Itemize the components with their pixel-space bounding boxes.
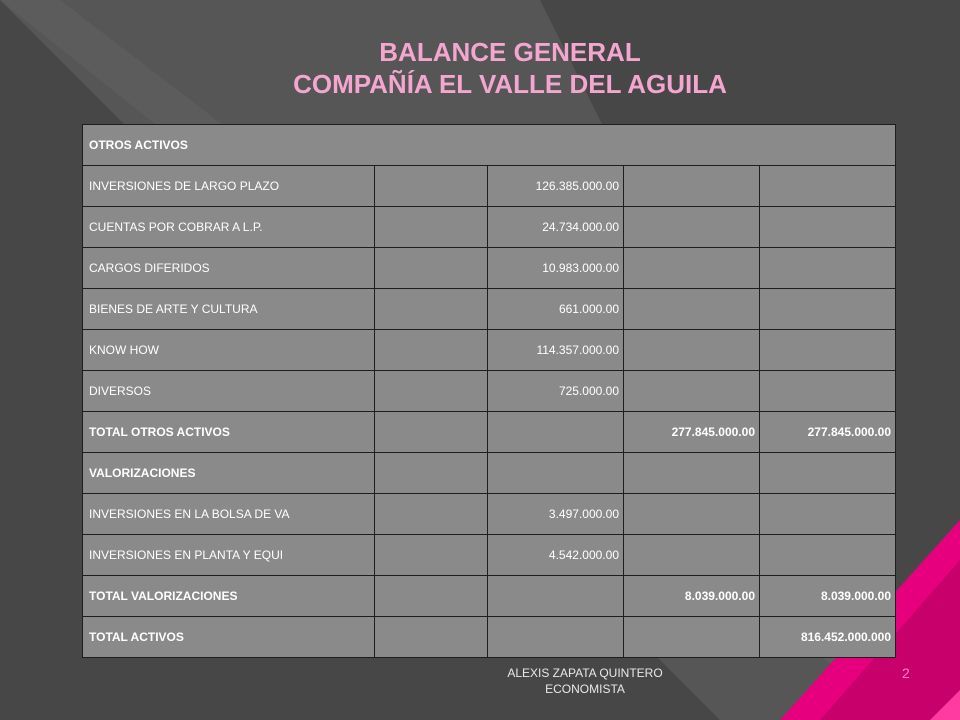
amount-cell: 4.542.000.00 <box>488 535 624 576</box>
amount-cell <box>624 166 760 207</box>
amount-cell <box>488 453 624 494</box>
table-row <box>83 207 896 248</box>
table-row <box>83 371 896 412</box>
amount-cell <box>624 289 760 330</box>
amount-cell <box>760 207 896 248</box>
row-label-cell: INVERSIONES EN LA BOLSA DE VA <box>83 494 375 535</box>
amount-cell: 725.000.00 <box>488 371 624 412</box>
page-number: 2 <box>902 665 910 681</box>
row-label-cell: INVERSIONES EN PLANTA Y EQUI <box>83 535 375 576</box>
row-label-cell: TOTAL VALORIZACIONES <box>83 576 375 617</box>
amount-cell <box>624 535 760 576</box>
amount-cell: 3.497.000.00 <box>488 494 624 535</box>
amount-cell <box>760 453 896 494</box>
row-label-cell: INVERSIONES DE LARGO PLAZO <box>83 166 375 207</box>
amount-cell: 10.983.000.00 <box>488 248 624 289</box>
title-line-2: COMPAÑÍA EL VALLE DEL AGUILA <box>293 69 727 99</box>
row-label-cell: TOTAL ACTIVOS <box>83 617 375 658</box>
slide-title <box>200 36 820 100</box>
amount-cell <box>624 330 760 371</box>
amount-cell <box>375 330 488 371</box>
amount-cell <box>375 576 488 617</box>
row-label-cell: BIENES DE ARTE Y CULTURA <box>83 289 375 330</box>
amount-cell: 661.000.00 <box>488 289 624 330</box>
row-label-cell: DIVERSOS <box>83 371 375 412</box>
amount-cell: 126.385.000.00 <box>488 166 624 207</box>
amount-cell <box>760 248 896 289</box>
table-row <box>83 330 896 371</box>
amount-cell <box>760 535 896 576</box>
author-title: ECONOMISTA <box>545 682 625 696</box>
table-row <box>83 125 896 166</box>
amount-cell <box>760 289 896 330</box>
balance-table <box>82 124 896 658</box>
author-name: ALEXIS ZAPATA QUINTERO <box>507 666 663 680</box>
row-label-cell: VALORIZACIONES <box>83 453 375 494</box>
amount-cell <box>760 166 896 207</box>
amount-cell <box>624 207 760 248</box>
table-row <box>83 494 896 535</box>
row-label-cell: TOTAL OTROS ACTIVOS <box>83 412 375 453</box>
table-row <box>83 248 896 289</box>
table-row <box>83 412 896 453</box>
table-row <box>83 453 896 494</box>
table-row <box>83 166 896 207</box>
amount-cell <box>624 371 760 412</box>
amount-cell <box>624 453 760 494</box>
row-label-cell: KNOW HOW <box>83 330 375 371</box>
title-line-1: BALANCE GENERAL <box>379 37 641 67</box>
section-header-cell: OTROS ACTIVOS <box>83 125 896 166</box>
amount-cell <box>760 371 896 412</box>
amount-cell <box>488 412 624 453</box>
table-row <box>83 289 896 330</box>
table-row <box>83 576 896 617</box>
amount-cell: 277.845.000.00 <box>760 412 896 453</box>
amount-cell <box>760 494 896 535</box>
amount-cell <box>488 576 624 617</box>
amount-cell <box>375 248 488 289</box>
amount-cell: 114.357.000.00 <box>488 330 624 371</box>
amount-cell <box>624 248 760 289</box>
amount-cell <box>375 494 488 535</box>
amount-cell: 24.734.000.00 <box>488 207 624 248</box>
amount-cell <box>375 289 488 330</box>
row-label-cell: CUENTAS POR COBRAR A L.P. <box>83 207 375 248</box>
amount-cell <box>375 535 488 576</box>
amount-cell <box>488 617 624 658</box>
table-row <box>83 617 896 658</box>
amount-cell <box>760 330 896 371</box>
amount-cell: 8.039.000.00 <box>624 576 760 617</box>
amount-cell: 816.452.000.000 <box>760 617 896 658</box>
amount-cell <box>375 617 488 658</box>
amount-cell <box>375 207 488 248</box>
amount-cell <box>375 453 488 494</box>
amount-cell <box>624 494 760 535</box>
footer-author <box>470 665 700 697</box>
amount-cell <box>624 617 760 658</box>
amount-cell: 277.845.000.00 <box>624 412 760 453</box>
amount-cell <box>375 371 488 412</box>
table-row <box>83 535 896 576</box>
row-label-cell: CARGOS DIFERIDOS <box>83 248 375 289</box>
amount-cell <box>375 412 488 453</box>
amount-cell: 8.039.000.00 <box>760 576 896 617</box>
amount-cell <box>375 166 488 207</box>
